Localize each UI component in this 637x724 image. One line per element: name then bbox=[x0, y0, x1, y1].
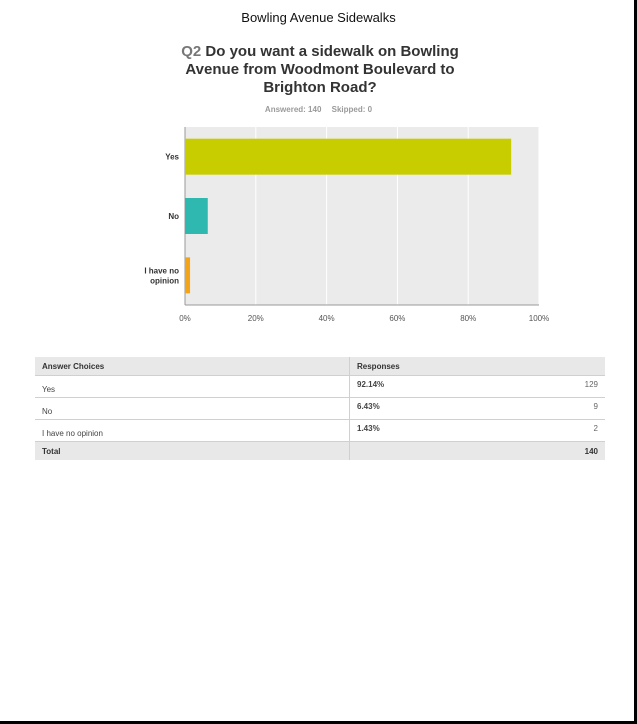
header-answer-choices: Answer Choices bbox=[35, 357, 350, 376]
x-tick-label: 20% bbox=[247, 314, 264, 323]
question-number: Q2 bbox=[181, 43, 202, 60]
responses-table bbox=[35, 357, 605, 460]
category-label: No bbox=[168, 212, 179, 221]
x-tick-label: 100% bbox=[528, 314, 550, 323]
x-tick-label: 80% bbox=[460, 314, 477, 323]
table-total-row bbox=[35, 442, 605, 461]
response-meta bbox=[0, 105, 637, 114]
row-percent: 1.43% bbox=[350, 420, 504, 442]
total-count: 140 bbox=[504, 442, 605, 461]
bar-i-have-no-opinion bbox=[185, 257, 190, 293]
category-label: opinion bbox=[150, 276, 179, 286]
row-label: I have no opinion bbox=[35, 420, 350, 442]
x-tick-label: 60% bbox=[389, 314, 406, 323]
row-count: 129 bbox=[504, 376, 605, 398]
question-text: Do you want a sidewalk on Bowling Avenue from Woodmont Boulevard to Brighton Road? bbox=[185, 43, 459, 96]
table-row bbox=[35, 420, 605, 442]
row-count: 9 bbox=[504, 398, 605, 420]
row-label: No bbox=[35, 398, 350, 420]
table-row bbox=[35, 398, 605, 420]
row-label: Yes bbox=[35, 376, 350, 398]
row-count: 2 bbox=[504, 420, 605, 442]
x-tick-label: 40% bbox=[318, 314, 335, 323]
category-label: Yes bbox=[165, 152, 179, 162]
table-header-row bbox=[35, 357, 605, 376]
row-percent: 6.43% bbox=[350, 398, 504, 420]
total-spacer bbox=[350, 442, 504, 461]
bar-no bbox=[185, 198, 208, 234]
category-label: I have no bbox=[144, 266, 179, 276]
x-tick-label: 0% bbox=[179, 314, 191, 323]
row-percent: 92.14% bbox=[350, 376, 504, 398]
header-responses: Responses bbox=[350, 357, 606, 376]
total-label: Total bbox=[35, 442, 350, 461]
skipped-count: Skipped: 0 bbox=[331, 105, 373, 114]
answered-count: Answered: 140 bbox=[264, 105, 322, 114]
question-heading bbox=[170, 43, 470, 97]
table-row bbox=[35, 376, 605, 398]
bar-yes bbox=[185, 139, 511, 175]
page-title: Bowling Avenue Sidewalks bbox=[241, 10, 396, 25]
bar-chart bbox=[0, 120, 637, 335]
